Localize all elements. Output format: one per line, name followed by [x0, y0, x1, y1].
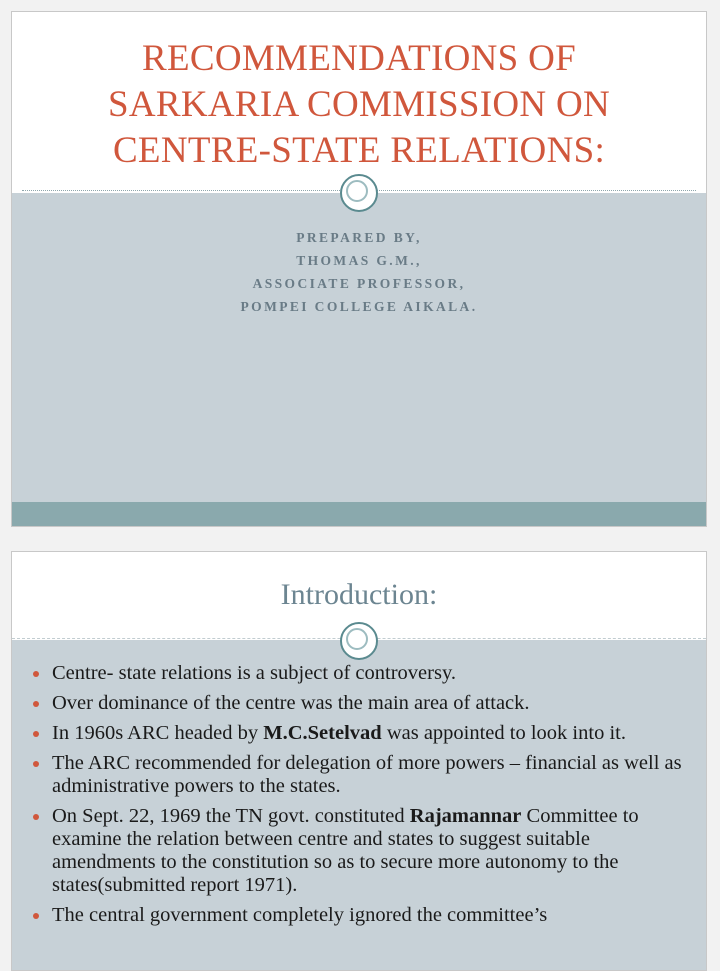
title-line: RECOMMENDATIONS OF — [141, 38, 577, 79]
bullet-item — [30, 692, 694, 715]
subtitle-line: POMPEI COLLEGE AIKALA. — [240, 299, 478, 314]
bullet-item — [30, 722, 694, 745]
slide-title — [12, 36, 706, 174]
subtitle-line: ASSOCIATE PROFESSOR, — [252, 276, 466, 291]
title-line: SARKARIA COMMISSION ON — [107, 84, 611, 125]
bullet-item — [30, 805, 694, 897]
bullet-bold-name: Rajamannar — [409, 805, 522, 827]
circle-ornament-icon — [340, 174, 378, 212]
bullet-text: Centre- state relations is a subject of controversy. — [52, 662, 456, 684]
bottom-accent-bar — [12, 502, 706, 526]
bullet-list — [30, 662, 694, 934]
bullet-text: In 1960s ARC headed by — [52, 722, 264, 744]
bullet-item — [30, 904, 694, 927]
bullet-text: Committee to examine the relation between centre and states to suggest suitable amendments to the constitution so as to secure more autonomy to the states(submitted report 1971). — [52, 805, 639, 896]
title-line: CENTRE-STATE RELATIONS: — [112, 130, 606, 171]
bullet-text: Over dominance of the centre was the main area of attack. — [52, 692, 530, 714]
slide-heading: Introduction: — [280, 578, 438, 611]
title-slide — [11, 11, 707, 527]
circle-ornament-icon — [340, 622, 378, 660]
bullet-item — [30, 752, 694, 798]
title-area — [12, 12, 706, 193]
bullet-text: The central government completely ignored the committee’s — [52, 904, 548, 926]
subtitle-line: THOMAS G.M., — [296, 253, 422, 268]
slide-subtitle — [12, 226, 706, 318]
bullet-text: On Sept. 22, 1969 the TN govt. constituted — [52, 805, 410, 827]
bullet-text: was appointed to look into it. — [381, 722, 626, 744]
bullet-item — [30, 662, 694, 685]
bullet-bold-name: M.C.Setelvad — [263, 722, 382, 744]
subtitle-line: PREPARED BY, — [296, 230, 422, 245]
bullet-text: The ARC recommended for delegation of more powers – financial as well as administrative powers to the states. — [52, 752, 682, 797]
introduction-slide — [11, 551, 707, 971]
